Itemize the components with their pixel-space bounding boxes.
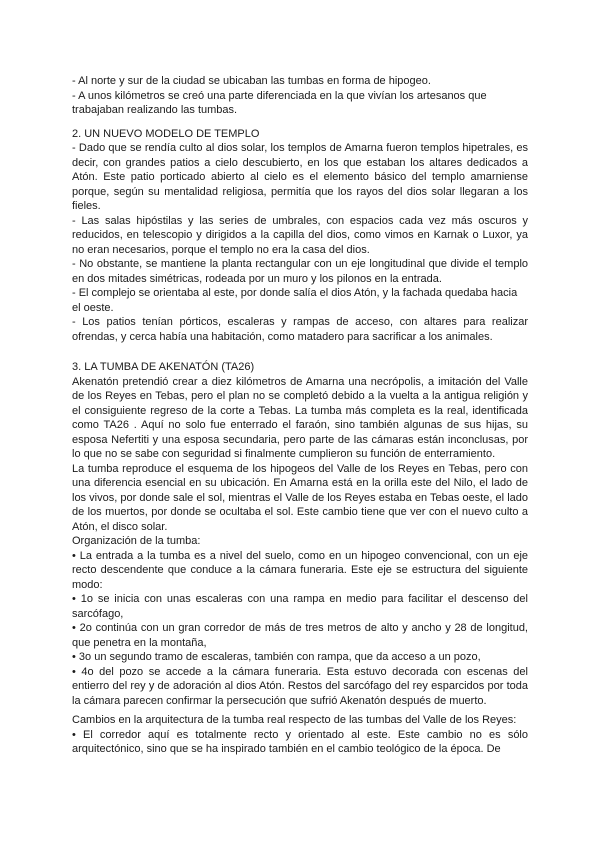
section-3-heading: 3. LA TUMBA DE AKENATÓN (TA26) [72, 361, 255, 373]
section-2-paragraph: - No obstante, se mantiene la planta rectangular con un eje longitudinal que divide el templo en dos mitades simétricas, rodeada por un muro y los pilonos en la entrada. [72, 258, 528, 285]
intro-item: - Al norte y sur de la ciudad se ubicaban las tumbas en forma de hipogeo. [72, 75, 431, 87]
section-3-paragraph: Akenatón pretendió crear a diez kilómetros de Amarna una necrópolis, a imitación del Valle de los Reyes en Tebas, pero el plan no se completó debido a la vuelta a la antigua religión y el consiguiente regreso de la corte a Tebas. La tumba más completa es la real, identificada como TA26 . Aquí no solo fue enterrado el faraón, sino también algunas de sus hijas, su esposa Nefertiti y una esposa secundaria, pero parte de las cámaras están inconclusas, por lo que no se sabe con seguridad si finalmente cumplieron su función de enterramiento. [72, 375, 528, 460]
section-2-paragraph: - Las salas hipóstilas y las series de umbrales, con espacios cada vez más oscuros y reducidos, en telescopio y dirigidos a la capilla del dios, como vimos en Karnak o Luxor, ya no eran necesarios, porque el templo no era la casa del dios. [72, 214, 528, 256]
organization-item: • 4o del pozo se accede a la cámara funeraria. Esta estuvo decorada con escenas del entierro del rey y de adoración al dios Atón. Restos del sarcófago del rey esparcidos por toda la cámara parecen confirmar la persecución que sufrió Akenatón después de muerto. [72, 665, 528, 707]
section-2-heading: 2. UN NUEVO MODELO DE TEMPLO [72, 127, 260, 140]
section-3-paragraph: La tumba reproduce el esquema de los hipogeos del Valle de los Reyes en Tebas, pero con una diferencia esencial en su ubicación. En Amarna está en la orilla este del Nilo, el lado de los vivos, por donde sale el sol, mientras el Valle de los Reyes estaba en Tebas oeste, el lado de los muertos, por donde se ocultaba el sol. Este cambio tiene que ver con el nuevo culto a Atón, el disco solar. [72, 462, 528, 533]
organization-item: • 3o un segundo tramo de escaleras, también con rampa, que da acceso a un pozo, [72, 651, 481, 663]
organization-item: • 2o continúa con un gran corredor de más de tres metros de alto y ancho y 28 de longitud, que penetra en la montaña, [72, 622, 528, 649]
section-2-paragraph: - El complejo se orientaba al este, por donde salía el dios Atón, y la fachada quedaba hacia el oeste. [72, 287, 518, 314]
section-2-paragraph: - Dado que se rendía culto al dios solar, los templos de Amarna fueron templos hipetrales, es decir, con grandes patios a cielo descubierto, en los que estaban los altares dedicados a Atón. Este patio porticado abierto al cielo es el elemento básico del templo amarniense porque, según su mentalidad religiosa, permitía que los rayos del dios solar llegaran a los fieles. [72, 142, 528, 212]
section-2-paragraph: - Los patios tenían pórticos, escaleras y rampas de acceso, con altares para realizar ofrendas, y cerca había una habitación, como matadero para sacrificar a los animales. [72, 316, 528, 343]
intro-item: - A unos kilómetros se creó una parte diferenciada en la que vivían los artesanos que trabajaban realizando las tumbas. [72, 89, 487, 116]
organization-item: • La entrada a la tumba es a nivel del suelo, como en un hipogeo convencional, con un eje recto descendente que conduce a la cámara funeraria. Este eje se estructura del siguiente modo: [72, 549, 528, 591]
changes-title: Cambios en la arquitectura de la tumba real respecto de las tumbas del Valle de los Reyes: [72, 714, 517, 726]
organization-title: Organización de la tumba: [72, 535, 201, 547]
changes-item: • El corredor aquí es totalmente recto y orientado al este. Este cambio no es sólo arquitectónico, sino que se ha inspirado también en el cambio teológico de la época. De [72, 728, 528, 755]
organization-item: • 1o se inicia con unas escaleras con una rampa en medio para facilitar el descenso del sarcófago, [72, 593, 528, 620]
